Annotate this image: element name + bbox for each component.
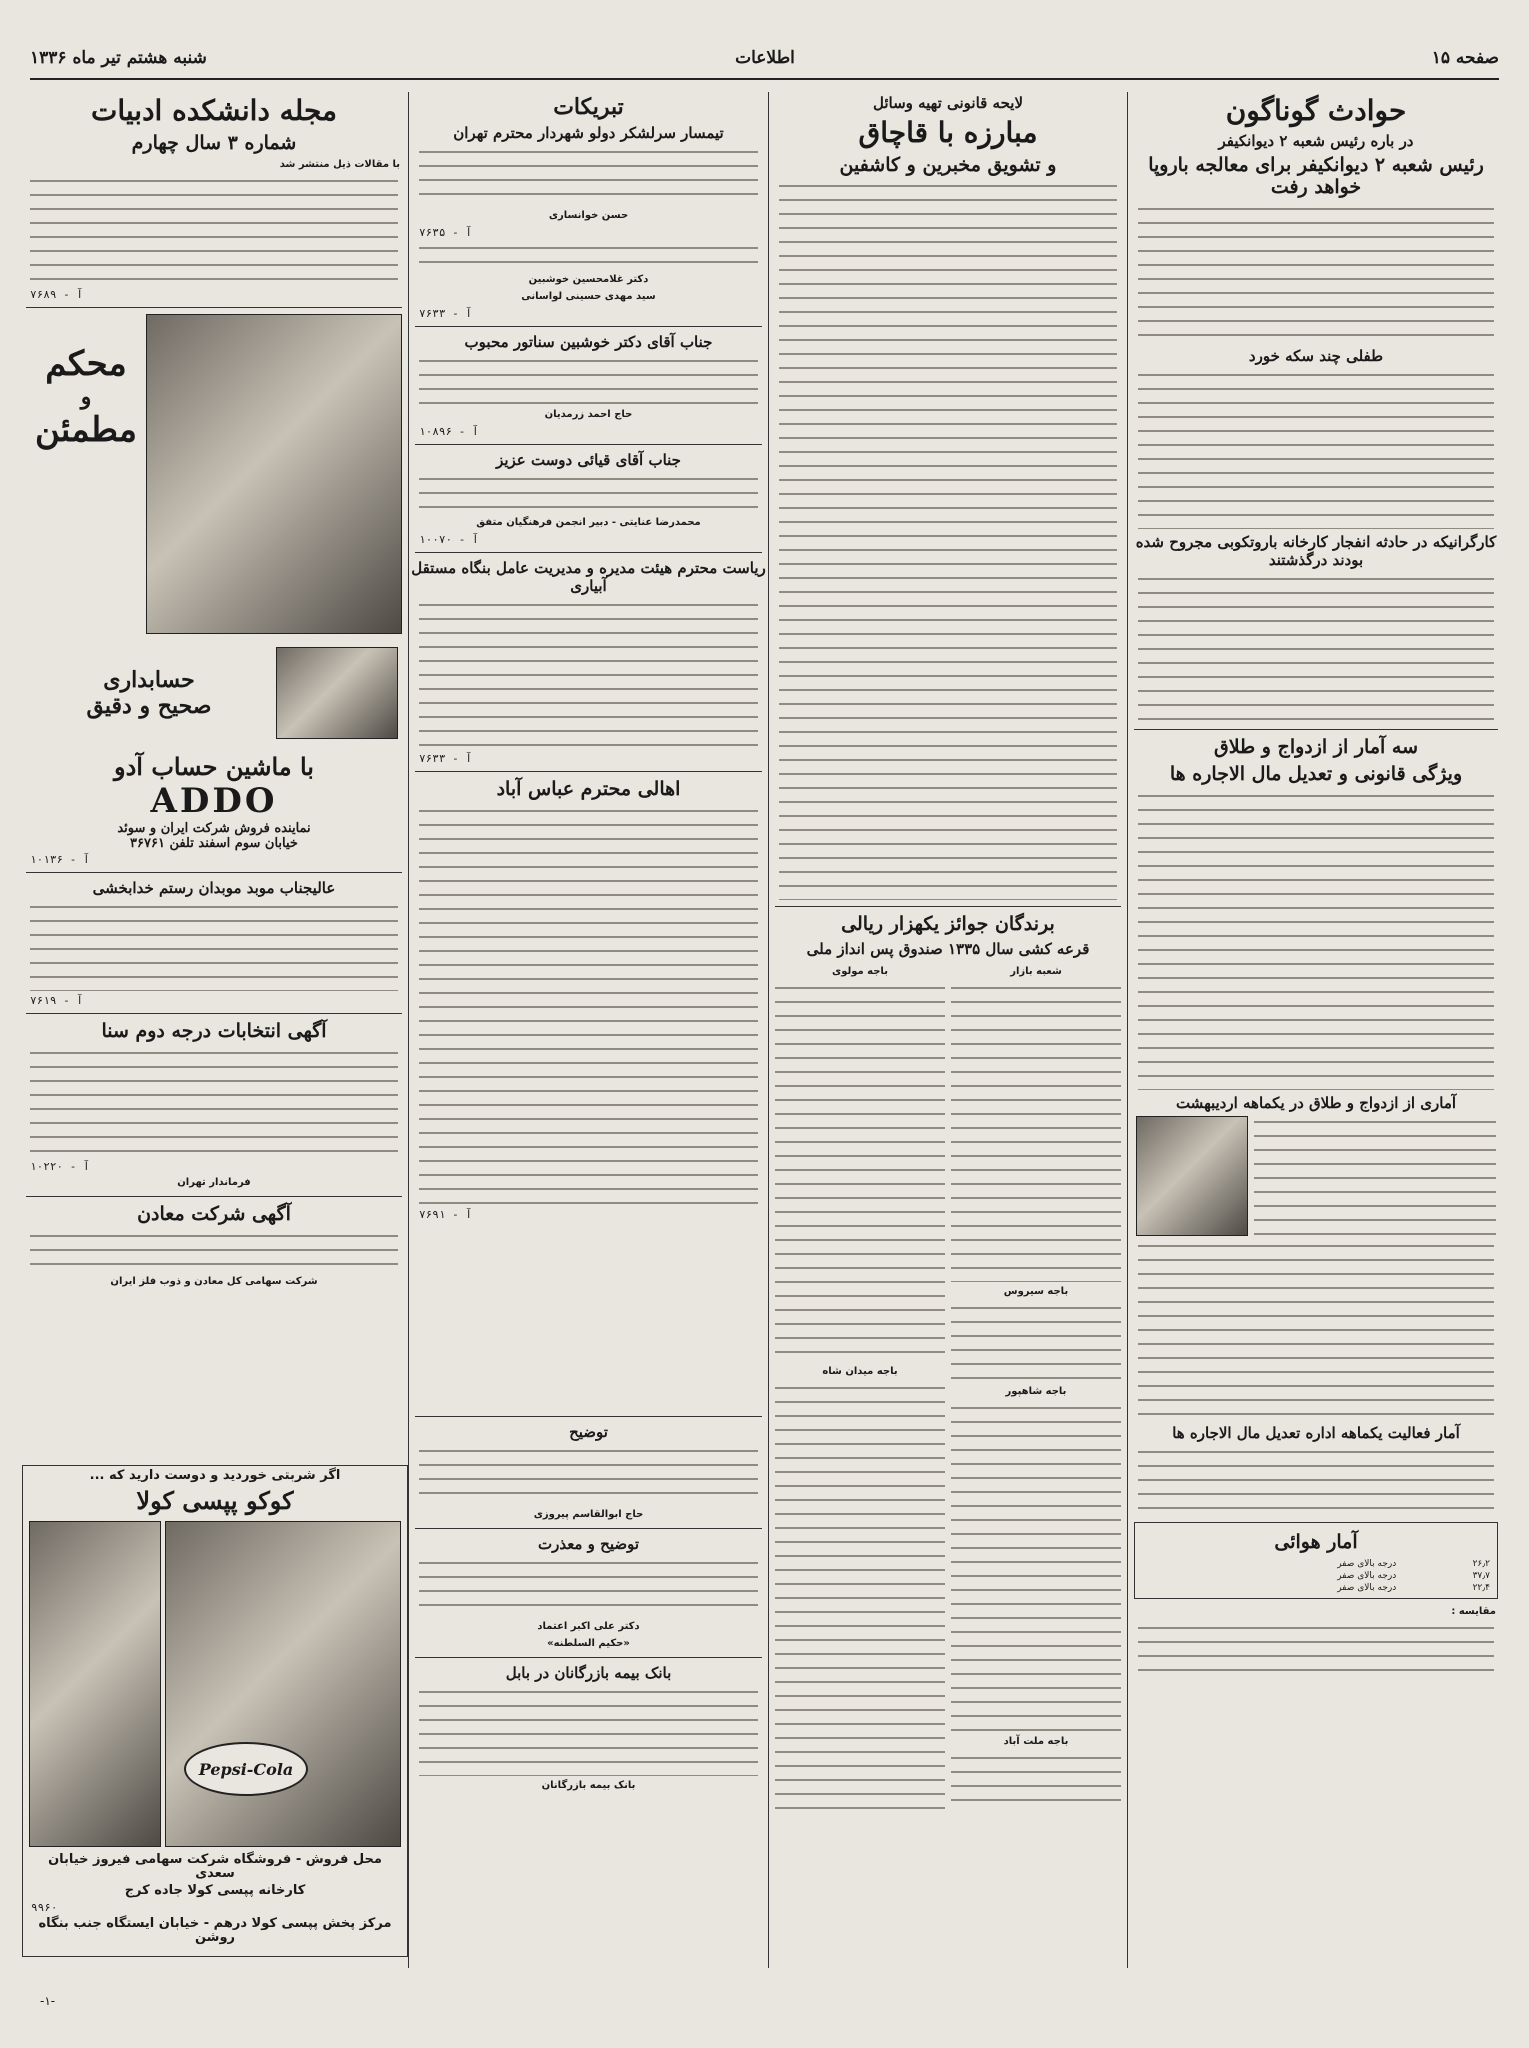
subheadline: و تشویق مخبرین و کاشفین <box>839 153 1057 176</box>
branch-label: باجه میدان شاه <box>822 1366 898 1378</box>
magazine-title: مجله دانشکده ادبیات <box>90 94 338 127</box>
headline: ویژگی قانونی و تعدیل مال الاجاره ها <box>1169 762 1463 785</box>
issue-date: شنبه هشتم تیر ماه ۱۳۳۶ <box>30 48 207 68</box>
notice-title: توضیح و معذرت <box>537 1535 640 1553</box>
magazine-subline: با مقالات ذیل منتشر شد <box>279 159 400 171</box>
ad-ref: آ - ۷۶۳۳ <box>419 307 472 321</box>
divider <box>26 307 402 308</box>
signature: فرماندار تهران <box>177 1177 251 1189</box>
article-body <box>1254 1116 1496 1236</box>
ad-ref: آ - ۱۰۸۹۶ <box>419 425 479 439</box>
notice-title: آگهی شرکت معادن <box>137 1203 291 1226</box>
headline-winners: برندگان جوائز یکهزار ریالی <box>841 913 1055 936</box>
signature: محمدرضا عنایتی - دبیر انجمن فرهنگیان متفق <box>476 517 701 529</box>
notice-title: توضیح <box>569 1423 608 1441</box>
headline-accidents: حوادث گوناگون <box>1225 94 1407 127</box>
pepsi-ad <box>22 1465 408 1957</box>
weather-title: آمار هوائی <box>1274 1530 1358 1553</box>
notice-body <box>419 1557 758 1617</box>
notice-title: بانک بیمه بازرگانان در بابل <box>505 1664 672 1682</box>
ad-slogan: محکم <box>45 344 127 385</box>
headline: آماری از ازدواج و طلاق در یکماهه اردیبهشت <box>1175 1093 1457 1112</box>
winners-list <box>951 1402 1121 1732</box>
divider <box>415 444 762 445</box>
article-body <box>1138 1240 1494 1420</box>
winners-list <box>775 982 945 1362</box>
column-rule <box>768 92 769 1968</box>
notice-body <box>30 901 398 991</box>
wedding-cartoon-image <box>1136 1116 1248 1236</box>
small-notices <box>411 1410 766 1950</box>
divider <box>26 872 402 873</box>
ad-agent: نماینده فروش شرکت ایران و سوئد <box>117 821 311 837</box>
article-body <box>1138 369 1494 529</box>
ad-factory: کارخانه پپسی کولا جاده کرج <box>124 1883 306 1898</box>
ad-slogan: با ماشین حساب آدو <box>114 752 314 782</box>
weather-box <box>1134 1522 1498 1599</box>
headline: کارگرانیکه در حادثه انفجار کارخانه باروتکوبی مجروح شده بودند درگذشتند <box>1135 533 1497 570</box>
branch-label: شعبه بازار <box>1010 966 1062 978</box>
article-body <box>1138 790 1494 1090</box>
lead-line: لایحه قانونی تهیه وسائل <box>872 94 1024 112</box>
headline: طفلی چند سکه خورد <box>1248 347 1384 366</box>
headline-smuggling: مبارزه با قاچاق <box>858 116 1038 149</box>
notice-body <box>419 242 758 270</box>
page-number: صفحه ۱۵ <box>1431 48 1499 68</box>
column-news <box>1130 90 1502 1968</box>
winners-list <box>951 1302 1121 1382</box>
ad-ref: ۹۹۶۰ <box>31 1901 58 1914</box>
addo-brand: ADDO <box>150 781 278 822</box>
branch-label: باجه مولوی <box>832 966 888 978</box>
table-row: ۲۶٫۲ درجه بالای صفر <box>1337 1558 1490 1569</box>
woman-dog-photo <box>146 314 402 634</box>
article-body <box>779 180 1117 900</box>
divider <box>775 906 1121 907</box>
ad-slogan: اگر شربتی خوردید و دوست دارید که ... <box>89 1468 341 1483</box>
ad-ref: آ - ۱۰۲۲۰ <box>30 1160 90 1174</box>
weather-table <box>1139 1558 1493 1594</box>
article-body <box>1138 1446 1494 1516</box>
winners-list <box>951 982 1121 1282</box>
divider <box>26 1196 402 1197</box>
article-body <box>1138 573 1494 723</box>
paper-name: اطلاعات <box>735 48 795 68</box>
subheadline: قرعه کشی سال ۱۳۳۵ صندوق پس انداز ملی <box>806 940 1090 959</box>
ad-slogan: کوکو پپسی کولا <box>136 1486 294 1515</box>
notice-body <box>30 1047 398 1157</box>
column-smuggling <box>771 90 1125 1968</box>
notice-title: آگهی انتخابات درجه دوم سنا <box>101 1020 327 1043</box>
divider <box>415 771 762 772</box>
divider <box>415 552 762 553</box>
ad-ref: آ - ۷۶۸۹ <box>30 288 83 302</box>
page-mark: -۱- <box>40 1994 56 2008</box>
signature: دکتر علی اکبر اعتماد <box>537 1621 640 1632</box>
ad-ref: آ - ۷۶۱۹ <box>30 994 83 1008</box>
magazine-issue: شماره ۳ سال چهارم <box>131 131 297 154</box>
signature: بانک بیمه بازرگانان <box>541 1780 636 1791</box>
notice-body <box>419 599 758 749</box>
signature: حاج ابوالقاسم پیروزی <box>533 1509 644 1520</box>
branch-label: باجه ملت آباد <box>1003 1736 1069 1748</box>
column-rule <box>408 92 409 1968</box>
notice-title: جناب آقای دکتر خوشبین سناتور محبوب <box>464 333 713 352</box>
notice-body <box>419 1686 758 1776</box>
ad-address: خیابان سوم اسفند تلفن ۳۶۷۶۱ <box>130 836 298 852</box>
pepsi-cooler-image <box>165 1521 401 1847</box>
pepsi-logo: Pepsi-Cola <box>184 1742 308 1796</box>
signature: دکتر غلامحسین خوشبین <box>528 274 649 286</box>
ad-slogan: صحیح و دقیق <box>86 693 212 720</box>
page-header <box>30 42 1499 80</box>
article-body <box>1138 203 1494 343</box>
divider <box>1134 729 1498 730</box>
ad-slogan: حسابداری <box>103 667 195 694</box>
ad-ref: آ - ۷۶۹۱ <box>419 1208 472 1222</box>
branch-label: باجه شاهپور <box>1005 1386 1067 1398</box>
headline: آمار فعالیت یکماهه اداره تعدیل مال الاجاره ها <box>1172 1423 1460 1442</box>
notice-title: جناب آقای قیائی دوست عزیز <box>496 451 681 470</box>
divider <box>415 1528 762 1529</box>
notice-body <box>419 146 758 206</box>
notice-body <box>419 1445 758 1505</box>
table-row: ۲۲٫۴ درجه بالای صفر <box>1337 1582 1490 1593</box>
notice-body <box>419 473 758 513</box>
notice-title: ریاست محترم هیئت مدیره و مدیریت عامل بنگاه مستقل آبیاری <box>411 559 766 596</box>
signature: حسن خوانساری <box>548 210 629 222</box>
divider <box>26 1013 402 1014</box>
branch-label: باجه سیروس <box>1003 1286 1069 1298</box>
headline: سه آمار از ازدواج و طلاق <box>1213 736 1419 759</box>
divider <box>415 1416 762 1417</box>
ad-slogan: مطمئن <box>35 410 137 451</box>
ad-ref: آ - ۷۶۳۳ <box>419 752 472 766</box>
section-title: تبریکات <box>553 94 624 120</box>
notice-title: عالیجناب موبد موبدان رستم خدابخشی <box>92 879 336 898</box>
headline: رئیس شعبه ۲ دیوانکیفر برای معالجه باروپا خواهد رفت <box>1148 153 1484 199</box>
ad-ref: آ - ۱۰۱۳۶ <box>30 853 90 867</box>
subheadline: در باره رئیس شعبه ۲ دیوانکیفر <box>1218 131 1414 150</box>
article-body <box>30 175 398 285</box>
notice-body <box>419 805 758 1205</box>
signature: «حکیم السلطنه» <box>547 1638 630 1649</box>
ad-shop: محل فروش - فروشگاه شرکت سهامی فیروز خیابان سعدی <box>48 1852 382 1881</box>
column-rule <box>1127 92 1128 1968</box>
man-drinking-image <box>29 1521 161 1847</box>
signature: حاج احمد زرمدیان <box>544 409 633 421</box>
notice-body <box>30 1230 398 1272</box>
article-body <box>1138 1622 1494 1682</box>
divider <box>415 1657 762 1658</box>
ad-center: مرکز پخش پپسی کولا درهم - خیابان ایستگاه جنب بنگاه روشن <box>38 1916 392 1945</box>
comparison-label: مقایسه : <box>1451 1605 1496 1617</box>
signature: سید مهدی حسینی لواسانی <box>521 291 656 303</box>
winners-list <box>951 1752 1121 1802</box>
table-row: ۳۷٫۷ درجه بالای صفر <box>1337 1570 1490 1581</box>
notice-title: اهالی محترم عباس آباد <box>496 778 681 801</box>
winners-list <box>775 1382 945 1812</box>
divider <box>415 326 762 327</box>
signature: شرکت سهامی کل معادن و ذوب فلز ایران <box>110 1275 318 1287</box>
ad-slogan: و <box>80 384 92 411</box>
notice-title: تیمسار سرلشکر دولو شهردار محترم تهران <box>453 124 724 143</box>
ad-ref: آ - ۷۶۳۵ <box>419 226 472 240</box>
ad-ref: آ - ۱۰۰۷۰ <box>419 533 479 547</box>
calculator-image <box>276 647 398 739</box>
notice-body <box>419 355 758 405</box>
